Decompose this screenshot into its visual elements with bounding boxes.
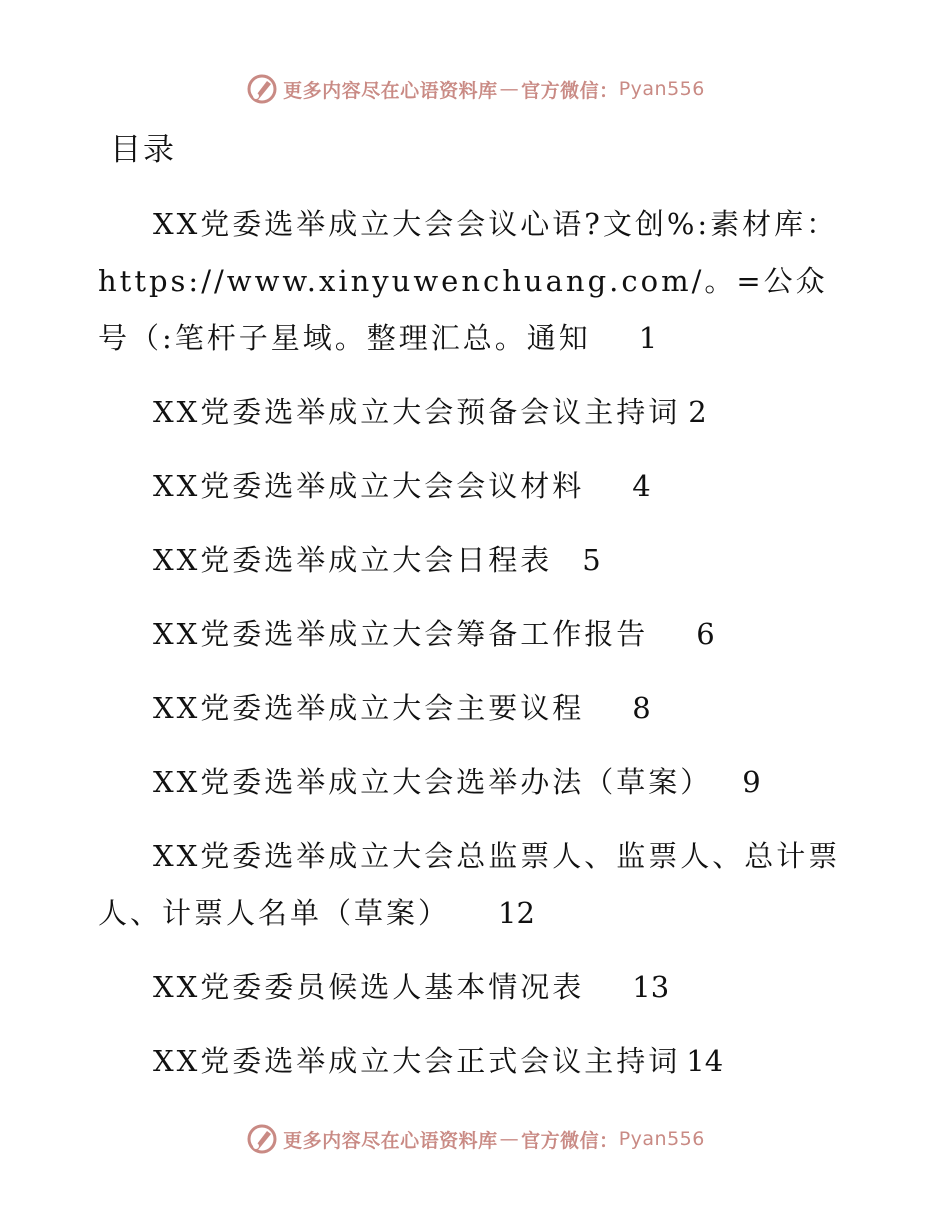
toc-item-page: 4 — [632, 469, 651, 503]
watermark-wechat-id: Pyan556 — [618, 1128, 705, 1150]
page-title: 目录 — [110, 132, 176, 168]
toc-item-page: 2 — [688, 395, 707, 429]
toc-item-text: XX党委选举成立大会日程表 — [153, 543, 553, 577]
watermark-site: 更多内容尽在心语资料库 — [283, 79, 498, 102]
toc-item-text: XX党委选举成立大会预备会议主持词 — [153, 395, 681, 429]
watermark-separator: — — [499, 78, 520, 100]
watermark-separator: — — [499, 1128, 520, 1150]
toc-item[interactable] — [98, 606, 858, 663]
toc-item-page: 13 — [632, 970, 670, 1004]
toc-item[interactable] — [98, 959, 858, 1016]
toc-item-text: XX党委选举成立大会选举办法（草案） — [153, 765, 713, 799]
toc-item[interactable] — [98, 196, 858, 367]
toc-item-text: XX党委选举成立大会总监票人、监票人、总计票人、计票人名单（草案） — [98, 839, 841, 930]
pen-logo-icon — [245, 1122, 279, 1156]
watermark-wechat-label: 官方微信： — [521, 79, 619, 102]
toc-item-text: XX党委委员候选人基本情况表 — [153, 970, 585, 1004]
watermark-wechat-id: Pyan556 — [618, 78, 705, 100]
toc-item[interactable] — [98, 458, 858, 515]
toc-item-page: 9 — [742, 765, 761, 799]
toc-item-text: XX党委选举成立大会筹备工作报告 — [153, 617, 649, 651]
toc-item-page: 5 — [582, 543, 601, 577]
toc-item-page: 14 — [686, 1044, 724, 1078]
toc-item[interactable] — [98, 680, 858, 737]
watermark-wechat-label: 官方微信： — [521, 1129, 619, 1152]
toc-item-page: 12 — [498, 896, 535, 930]
toc-item-text: XX党委选举成立大会主要议程 — [153, 691, 585, 725]
toc-item-text: XX党委选举成立大会正式会议主持词 — [153, 1044, 681, 1078]
toc-item[interactable] — [98, 828, 858, 942]
toc-item-text: XX党委选举成立大会会议心语?文创%:素材库：https://www.xinyuwenchuang.com/。=公众号（:笔杆子星域。整理汇总。通知 — [98, 207, 839, 355]
toc-item[interactable] — [98, 754, 858, 811]
watermark-site: 更多内容尽在心语资料库 — [283, 1129, 498, 1152]
table-of-contents — [98, 196, 858, 1107]
toc-item-text: XX党委选举成立大会会议材料 — [153, 469, 585, 503]
pen-logo-icon — [245, 72, 279, 106]
toc-item-page: 6 — [696, 617, 715, 651]
toc-item[interactable] — [98, 384, 858, 441]
toc-item-page: 1 — [638, 321, 658, 355]
toc-item[interactable] — [98, 1033, 858, 1090]
toc-item[interactable] — [98, 532, 858, 589]
footer-watermark — [0, 1122, 950, 1156]
toc-item-page: 8 — [632, 691, 651, 725]
header-watermark — [0, 72, 950, 106]
